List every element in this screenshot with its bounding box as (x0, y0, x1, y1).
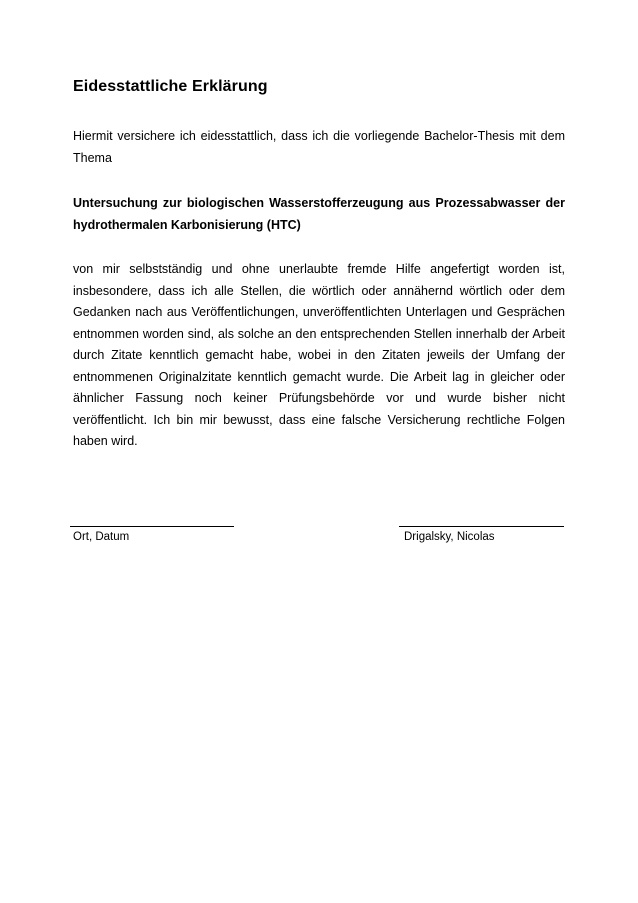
author-name-label: Drigalsky, Nicolas (404, 531, 495, 543)
page-title: Eidesstattliche Erklärung (73, 78, 268, 95)
signature-line (399, 526, 564, 527)
place-date-label: Ort, Datum (73, 531, 130, 543)
place-date-signature-block (70, 526, 234, 543)
declaration-body: von mir selbstständig und ohne unerlaubte fremde Hilfe angefertigt worden ist, insbesondere, dass ich alle Stellen, die wörtlich oder annähernd wörtlich oder dem Gedanken nach aus Veröffentlichungen, unveröffentlichten Unterlagen und Gesprächen entnommen worden sind, als solche an den entsprechenden Stellen innerhalb der Arbeit durch Zitate kenntlich gemacht habe, wobei in den Zitaten jeweils der Umfang der entnommenen Originalzitate kenntlich gemacht wurde. Die Arbeit lag in gleicher oder ähnlicher Fassung noch keiner Prüfungsbehörde vor und wurde bisher nicht veröffentlicht. Ich bin mir bewusst, dass eine falsche Versicherung rechtliche Folgen haben wird. (73, 262, 565, 448)
author-signature-block (399, 526, 564, 543)
intro-paragraph: Hiermit versichere ich eidesstattlich, dass ich die vorliegende Bachelor-Thesis mit dem Thema (73, 129, 565, 165)
signature-line (70, 526, 234, 527)
thesis-topic: Untersuchung zur biologischen Wasserstofferzeugung aus Prozessabwasser der hydrothermalen Karbonisierung (HTC) (73, 196, 565, 232)
